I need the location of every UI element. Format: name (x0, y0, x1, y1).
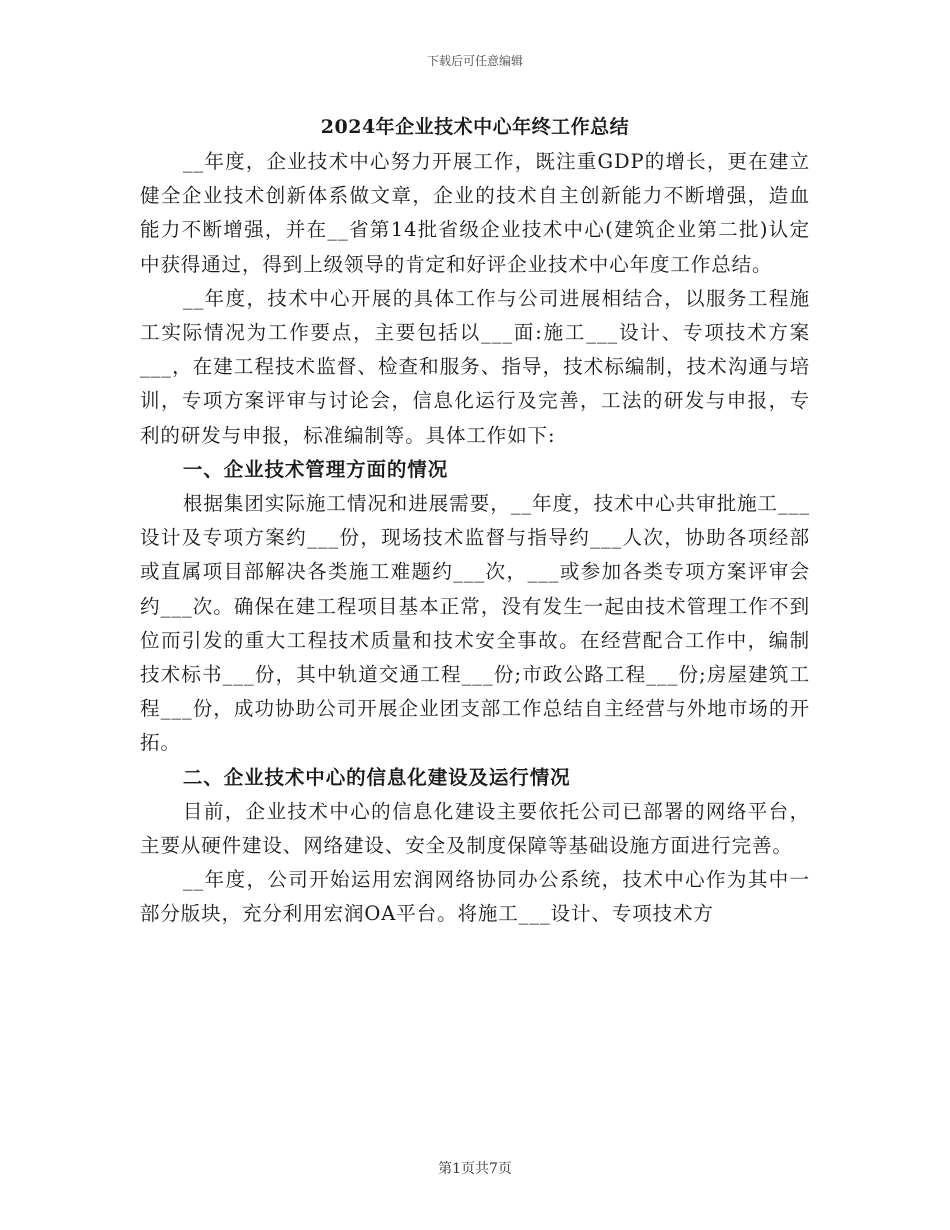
paragraph: 目前，企业技术中心的信息化建设主要依托公司已部署的网络平台，主要从硬件建设、网络建设、安全及制度保障等基础设施方面进行完善。 (140, 799, 810, 858)
document-title: 2024年企业技术中心年终工作总结 (320, 116, 630, 138)
paragraph: __年度，企业技术中心努力开展工作，既注重GDP的增长，更在建立健全企业技术创新体系做文章，企业的技术自主创新能力不断增强，造血能力不断增强，并在__省第14批省级企业技术中心(建筑企业第二批)认定中获得通过，得到上级领导的肯定和好评企业技术中心年度工作总结。 (140, 150, 810, 276)
section-heading: 二、企业技术中心的信息化建设及运行情况 (182, 765, 571, 789)
section-heading: 一、企业技术管理方面的情况 (182, 457, 449, 481)
paragraph: __年度，技术中心开展的具体工作与公司进展相结合，以服务工程施工实际情况为工作要点，主要包括以___面:施工___设计、专项技术方案___，在建工程技术监督、检查和服务、指导，技术标编制，技术沟通与培训，专项方案评审与讨论会，信息化运行及完善，工法的研发与申报，专利的研发与申报，标准编制等。具体工作如下: (140, 286, 810, 447)
document-body (140, 145, 810, 932)
page-number: 第1页共7页 (438, 1161, 512, 1177)
header-note: 下载后可任意编辑 (426, 54, 523, 68)
paragraph: __年度，公司开始运用宏润网络协同办公系统，技术中心作为其中一部分版块，充分利用宏润OA平台。将施工___设计、专项技术方 (140, 868, 810, 926)
paragraph: 根据集团实际施工情况和进展需要，__年度，技术中心共审批施工___设计及专项方案约___份，现场技术监督与指导约___人次，协助各项经部或直属项目部解决各类施工难题约___次，___或参加各类专项方案评审会约___次。确保在建工程项目基本正常，没有发生一起由技术管理工作不到位而引发的重大工程技术质量和技术安全事故。在经营配合工作中，编制技术标书___份，其中轨道交通工程___份;市政公路工程___份;房屋建筑工程___份，成功协助公司开展企业团支部工作总结自主经营与外地市场的开拓。 (140, 492, 810, 755)
